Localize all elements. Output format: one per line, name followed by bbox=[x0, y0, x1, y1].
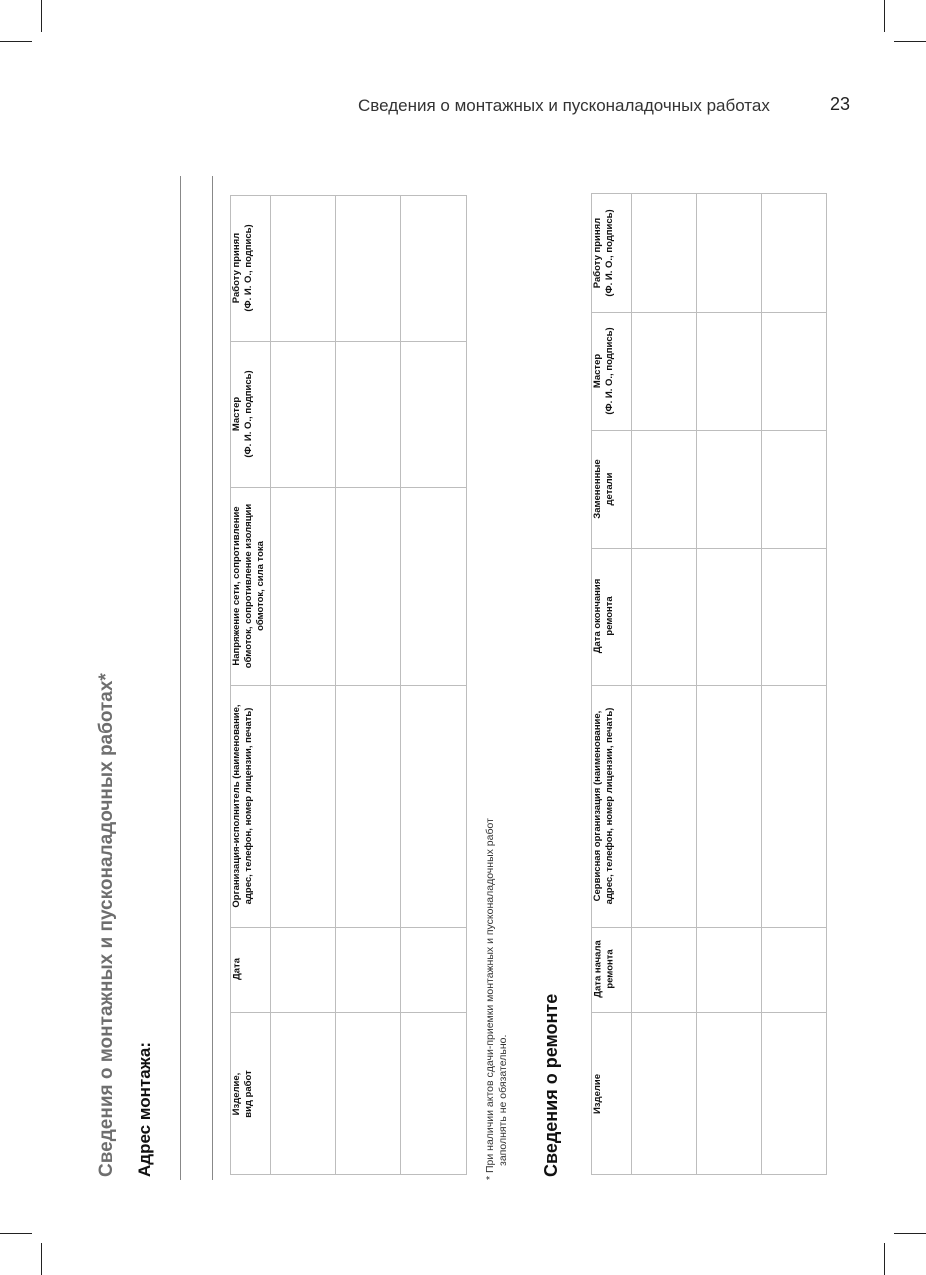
crop-mark bbox=[41, 0, 42, 32]
row-divider bbox=[696, 194, 697, 1174]
column-header-service-org: Сервисная организация (наименование, адрес, телефон, номер лицензии, печать) bbox=[592, 707, 615, 905]
column-header-accepted: Работу принял (Ф. И. О., подпись) bbox=[231, 224, 254, 312]
running-header-title: Сведения о монтажных и пусконаладочных работах bbox=[358, 96, 770, 115]
repair-section-title: Сведения о ремонте bbox=[541, 993, 561, 1177]
footnote-line-1: * При наличии актов сдачи-приемки монтажных и пусконаладочных работ bbox=[484, 818, 496, 1180]
address-line bbox=[180, 176, 181, 1180]
column-header-repair-start: Дата начала ремонта bbox=[592, 940, 616, 998]
column-header-electrical: Напряжение сети, сопротивление обмоток, сопротивление изоляции обмоток, сила тока bbox=[231, 503, 266, 669]
crop-mark bbox=[0, 41, 32, 42]
footnote-line-2: заполнять не обязательно. bbox=[497, 1034, 509, 1166]
column-header-master: Мастер (Ф. И. О., подпись) bbox=[592, 327, 615, 415]
column-header-product: Изделие bbox=[592, 1073, 603, 1115]
footnote bbox=[484, 818, 510, 1180]
crop-mark bbox=[884, 1243, 885, 1275]
address-line bbox=[212, 176, 213, 1180]
crop-mark bbox=[0, 1233, 32, 1234]
crop-mark bbox=[884, 0, 885, 32]
page-number: 23 bbox=[830, 94, 851, 114]
column-header-replaced-parts: Замененные детали bbox=[592, 459, 615, 519]
repair-table bbox=[591, 193, 827, 1175]
installation-table bbox=[230, 195, 467, 1175]
column-header-repair-end: Дата окончания ремонта bbox=[592, 578, 615, 654]
column-header-contractor: Организация-исполнитель (наименование, адрес, телефон, номер лицензии, печать) bbox=[231, 704, 254, 908]
column-header-accepted: Работу принял (Ф. И. О., подпись) bbox=[592, 209, 615, 297]
crop-mark bbox=[894, 41, 926, 42]
column-header-master: Мастер (Ф. И. О., подпись) bbox=[231, 370, 254, 458]
column-header-product: Изделие, вид работ bbox=[231, 1070, 254, 1118]
column-header-date: Дата bbox=[231, 958, 243, 980]
crop-mark bbox=[894, 1233, 926, 1234]
crop-mark bbox=[41, 1243, 42, 1275]
address-label: Адрес монтажа: bbox=[135, 1041, 154, 1177]
row-divider bbox=[761, 194, 762, 1174]
installation-section-title: Сведения о монтажных и пусконаладочных работах* bbox=[96, 673, 117, 1177]
